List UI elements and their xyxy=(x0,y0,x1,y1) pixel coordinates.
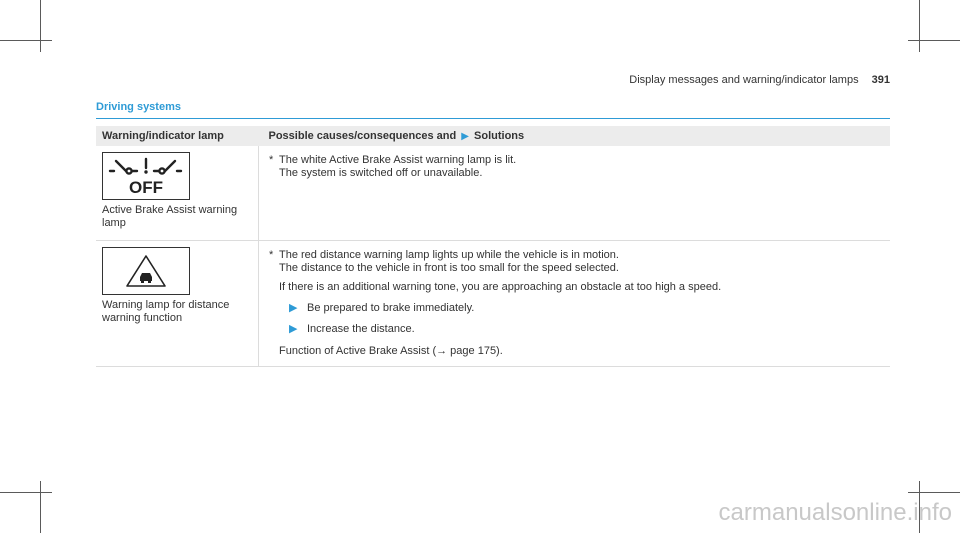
page-reference[interactable]: Function of Active Brake Assist (→ page 175). xyxy=(279,345,503,357)
header-title: Display messages and warning/indicator lamps xyxy=(629,74,859,86)
cause-line: The system is switched off or unavailable. xyxy=(279,167,483,179)
crop-mark xyxy=(919,0,920,52)
solution-step xyxy=(269,323,880,336)
column-header-lamp: Warning/indicator lamp xyxy=(96,126,259,146)
cause-cell xyxy=(259,241,891,367)
lamp-cell xyxy=(96,241,259,367)
column-header-solutions-label: Solutions xyxy=(474,130,525,142)
crop-mark xyxy=(40,0,41,52)
page-number: 391 xyxy=(871,74,890,86)
solutions-arrow-icon: ▶ xyxy=(461,131,469,142)
lamp-cell xyxy=(96,146,259,241)
table-header-row xyxy=(96,126,890,146)
cause-cell xyxy=(259,146,891,241)
additional-info: If there is an additional warning tone, you are approaching an obstacle at too high a speed. xyxy=(279,281,722,293)
step-arrow-icon: ▶ xyxy=(289,323,298,335)
cause-line: The distance to the vehicle in front is too small for the speed selected. xyxy=(279,262,619,274)
solution-step xyxy=(269,302,880,315)
cause-line: The red distance warning lamp lights up while the vehicle is in motion. xyxy=(279,249,619,261)
crop-mark xyxy=(40,481,41,533)
watermark: carmanualsonline.info xyxy=(718,499,952,526)
crop-mark xyxy=(908,40,960,41)
page-header xyxy=(629,74,890,86)
asterisk: * xyxy=(269,154,274,166)
lamp-name: Warning lamp for distance warning function xyxy=(102,299,230,324)
step-text: Be prepared to brake immediately. xyxy=(307,302,475,314)
table-row xyxy=(96,146,890,241)
section-title: Driving systems xyxy=(96,101,181,113)
crop-mark xyxy=(0,492,52,493)
column-header-causes xyxy=(259,126,891,146)
warning-lamp-table xyxy=(96,126,890,367)
icon-off-text: OFF xyxy=(129,178,163,196)
column-header-causes-label: Possible causes/consequences and xyxy=(268,130,457,142)
cause-line: The white Active Brake Assist warning lamp is lit. xyxy=(279,154,517,166)
active-brake-assist-off-icon xyxy=(102,152,190,200)
cause-block xyxy=(269,249,880,275)
distance-warning-triangle-icon xyxy=(102,247,190,295)
crop-mark xyxy=(0,40,52,41)
step-text: Increase the distance. xyxy=(307,323,415,335)
crop-mark xyxy=(908,492,960,493)
cause-block xyxy=(269,154,880,180)
lamp-name: Active Brake Assist warning lamp xyxy=(102,204,238,229)
table-row xyxy=(96,241,890,367)
asterisk: * xyxy=(269,249,274,261)
step-arrow-icon: ▶ xyxy=(289,302,298,314)
section-rule xyxy=(96,118,890,119)
